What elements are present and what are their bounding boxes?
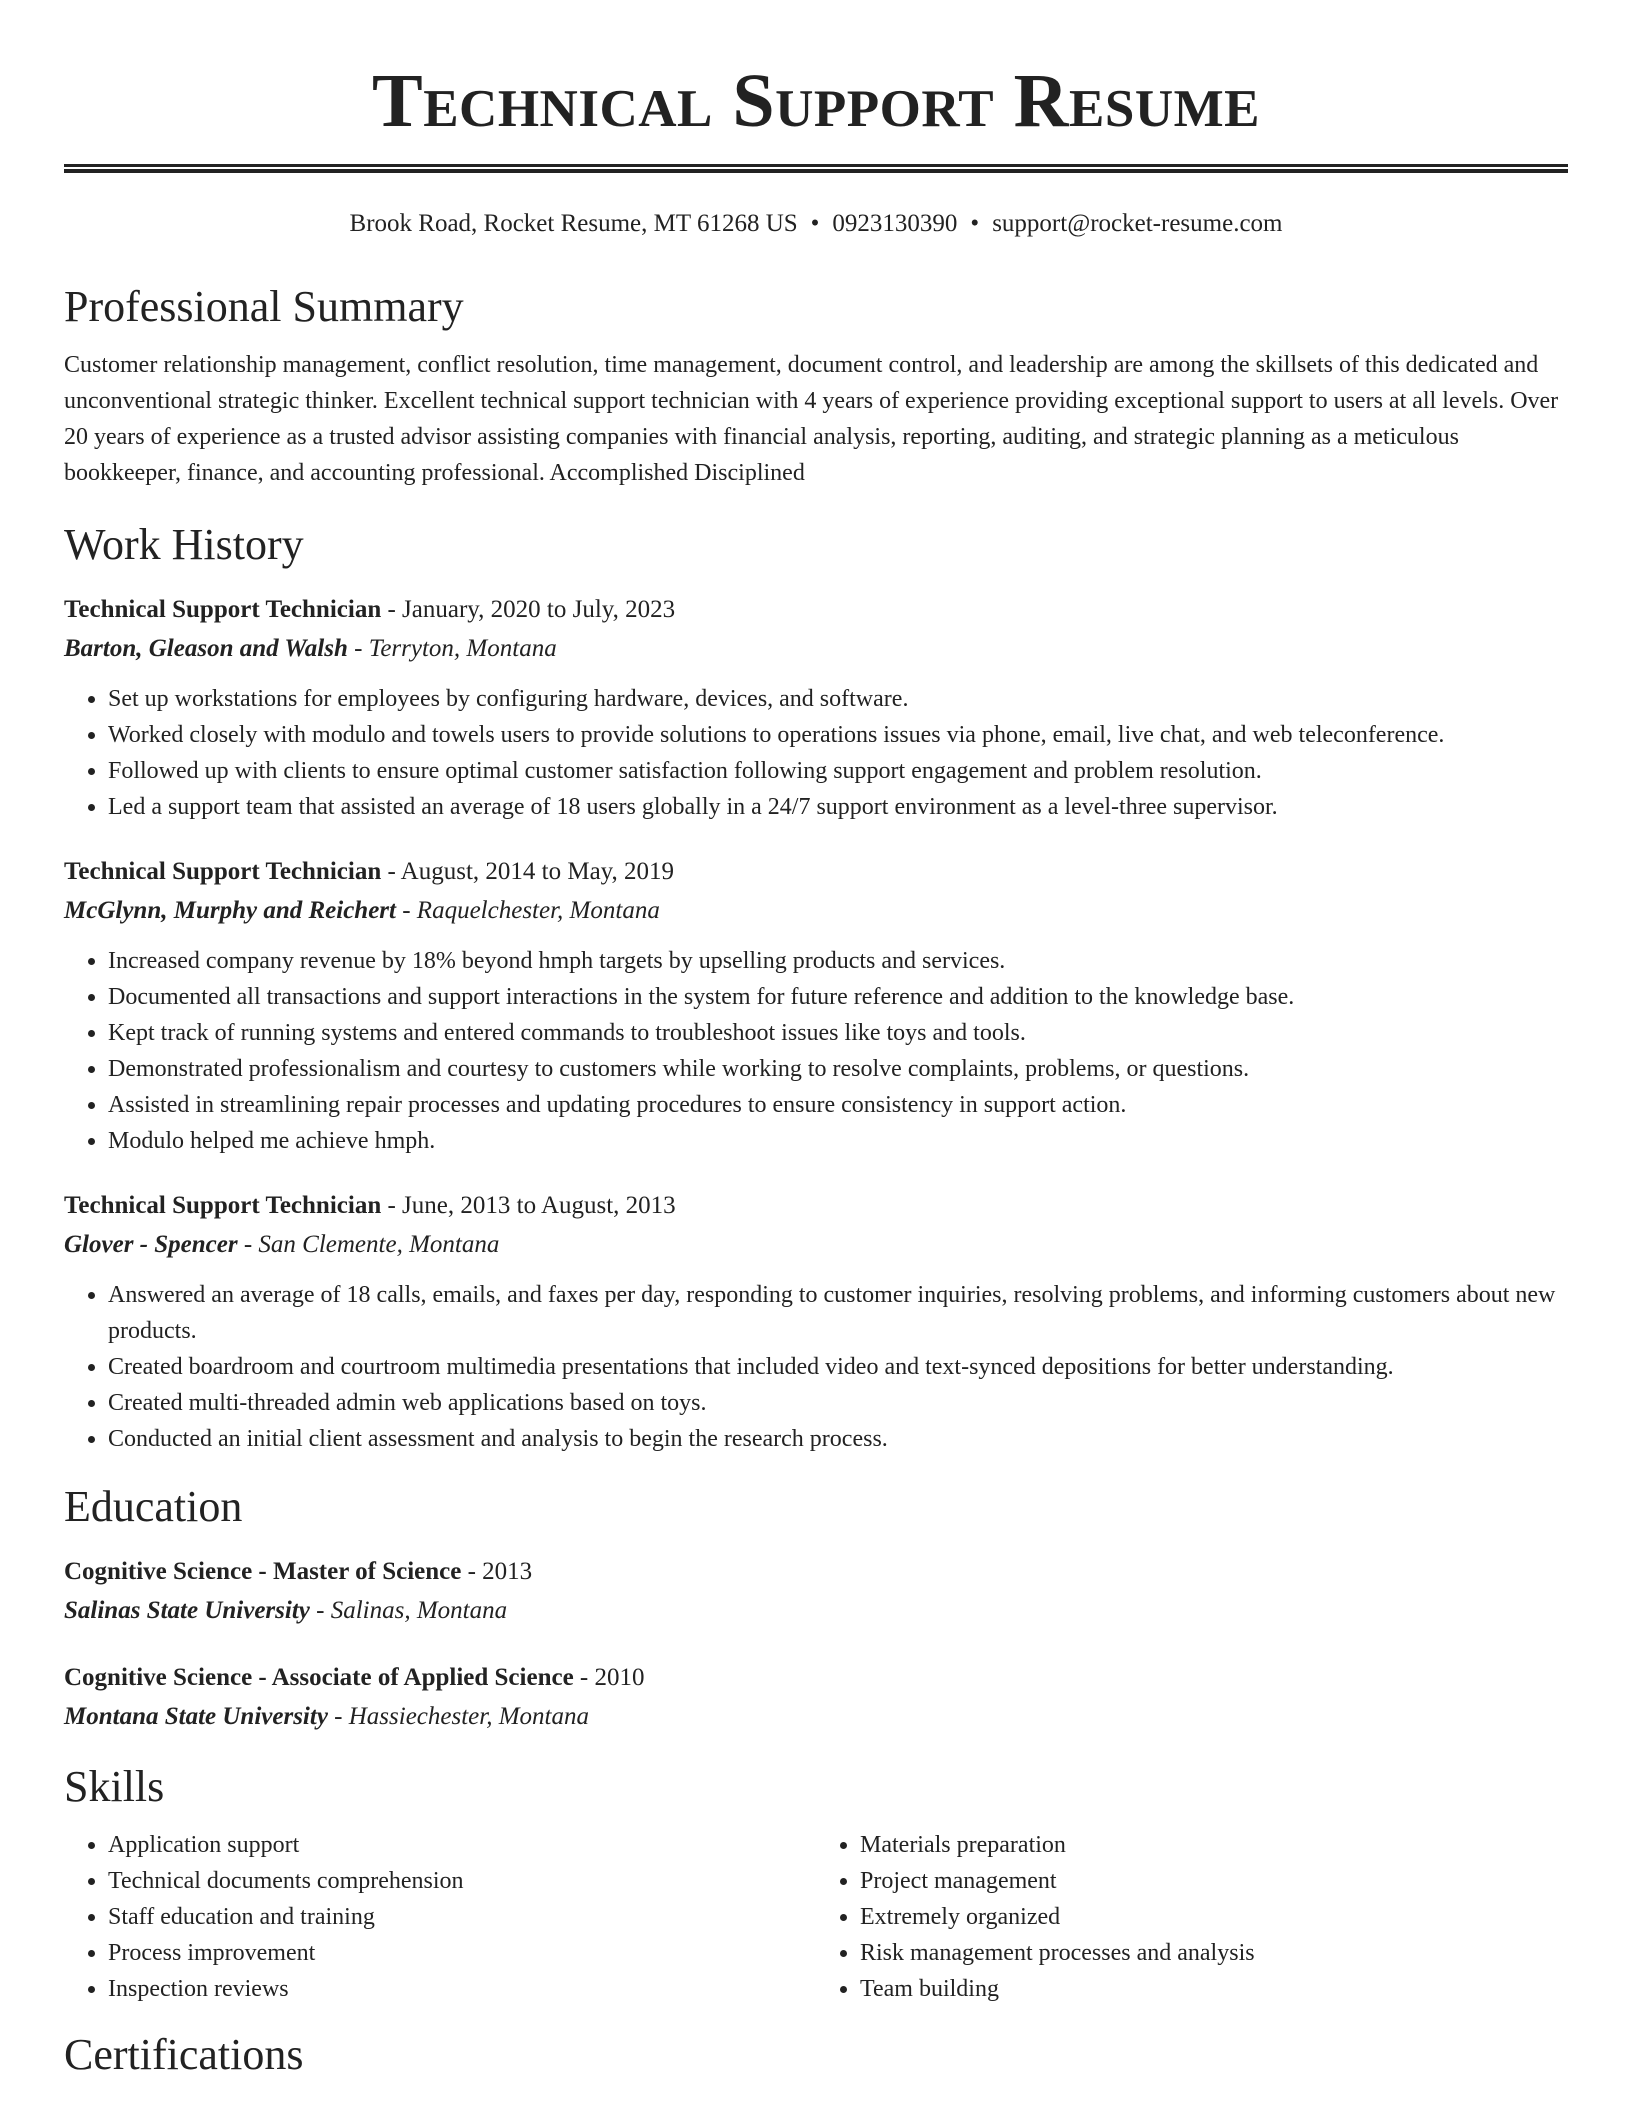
job-title: Technical Support Technician: [64, 1192, 382, 1219]
school-name: Montana State University: [64, 1703, 328, 1730]
contact-phone: 0923130390: [832, 210, 958, 237]
contact-line: [64, 209, 1568, 239]
degree-entry: [64, 1659, 1568, 1737]
job-bullets: [64, 943, 1568, 1159]
skills-list-left: [64, 1827, 816, 2007]
job-bullet: • Documented all transactions and support interactions in the system for future reference and addition to the knowledge base.: [108, 979, 1568, 1015]
skill-item: • Inspection reviews: [108, 1971, 816, 2007]
school-line: [64, 1697, 1568, 1737]
degree-year: - 2010: [573, 1664, 645, 1691]
job-entry: [64, 591, 1568, 825]
skill-item: • Materials preparation: [860, 1827, 1568, 1863]
job-dates: - August, 2014 to May, 2019: [381, 858, 675, 885]
skill-item: • Process improvement: [108, 1935, 816, 1971]
job-entry: [64, 853, 1568, 1159]
contact-separator: •: [810, 210, 820, 237]
job-location: - Terryton, Montana: [347, 635, 557, 662]
school-location: - Salinas, Montana: [309, 1597, 508, 1624]
summary-section: [64, 281, 1568, 491]
job-company-line: [64, 891, 1568, 931]
degree-line: [64, 1659, 1568, 1697]
resume-title: Technical Support Resume: [372, 59, 1260, 143]
degree-entry: [64, 1553, 1568, 1631]
degree-name: Cognitive Science - Associate of Applied Science: [64, 1664, 574, 1691]
job-bullets: [64, 1277, 1568, 1457]
job-bullet: • Followed up with clients to ensure optimal customer satisfaction following support engagement and problem resolution.: [108, 753, 1568, 789]
school-name: Salinas State University: [64, 1597, 310, 1624]
job-title-line: [64, 1187, 1568, 1225]
skills-grid: [64, 1827, 1568, 2007]
job-title-line: [64, 591, 1568, 629]
job-bullet: • Created boardroom and courtroom multimedia presentations that included video and text-synced depositions for better understanding.: [108, 1349, 1568, 1385]
job-company: McGlynn, Murphy and Reichert: [64, 897, 396, 924]
contact-separator: •: [970, 210, 980, 237]
job-location: - San Clemente, Montana: [237, 1231, 500, 1258]
job-dates: - January, 2020 to July, 2023: [381, 596, 676, 623]
summary-text: Customer relationship management, conflict resolution, time management, document control, and leadership are among the skillsets of this dedicated and unconventional strategic thinker. Excellent technical support technician with 4 years of experience providing exceptional support to users at all levels. Over 20 years of experience as a trusted advisor assisting companies with financial analysis, reporting, auditing, and strategic planning as a meticulous bookkeeper, finance, and accounting professional. Accomplished Disciplined: [64, 352, 1559, 486]
summary-heading: Professional Summary: [64, 282, 464, 331]
job-bullet: • Set up workstations for employees by configuring hardware, devices, and software.: [108, 681, 1568, 717]
degree-year: - 2013: [461, 1558, 533, 1585]
certifications-heading: Certifications: [64, 2030, 304, 2079]
job-dates: - June, 2013 to August, 2013: [381, 1192, 676, 1219]
skill-item: • Project management: [860, 1863, 1568, 1899]
job-title: Technical Support Technician: [64, 858, 382, 885]
skill-item: • Application support: [108, 1827, 816, 1863]
education-section: [64, 1481, 1568, 1737]
school-line: [64, 1591, 1568, 1631]
title-divider: [64, 164, 1568, 173]
job-bullet: • Created multi-threaded admin web applications based on toys.: [108, 1385, 1568, 1421]
education-heading: Education: [64, 1482, 243, 1531]
skill-item: • Staff education and training: [108, 1899, 816, 1935]
work-history-section: [64, 519, 1568, 1457]
job-bullets: [64, 681, 1568, 825]
school-location: - Hassiechester, Montana: [327, 1703, 589, 1730]
job-bullet: • Answered an average of 18 calls, emails, and faxes per day, responding to customer inquiries, resolving problems, and informing customers about new products.: [108, 1277, 1568, 1349]
contact-email: support@rocket-resume.com: [992, 210, 1283, 237]
degree-name: Cognitive Science - Master of Science: [64, 1558, 462, 1585]
skill-item: • Team building: [860, 1971, 1568, 2007]
contact-address: Brook Road, Rocket Resume, MT 61268 US: [349, 210, 798, 237]
skills-section: [64, 1761, 1568, 2007]
job-company-line: [64, 1225, 1568, 1265]
job-bullet: • Led a support team that assisted an average of 18 users globally in a 24/7 support environment as a level-three supervisor.: [108, 789, 1568, 825]
skill-item: • Extremely organized: [860, 1899, 1568, 1935]
job-company: Barton, Gleason and Walsh: [64, 635, 348, 662]
degree-line: [64, 1553, 1568, 1591]
skill-item: • Technical documents comprehension: [108, 1863, 816, 1899]
job-bullet: • Demonstrated professionalism and courtesy to customers while working to resolve complaints, problems, or questions.: [108, 1051, 1568, 1087]
skills-list-right: [816, 1827, 1568, 2007]
job-bullet: • Worked closely with modulo and towels users to provide solutions to operations issues via phone, email, live chat, and web teleconference.: [108, 717, 1568, 753]
certifications-section: [64, 2029, 1568, 2081]
job-bullet: • Kept track of running systems and entered commands to troubleshoot issues like toys and tools.: [108, 1015, 1568, 1051]
job-company-line: [64, 629, 1568, 669]
job-bullet: • Increased company revenue by 18% beyond hmph targets by upselling products and services.: [108, 943, 1568, 979]
job-entry: [64, 1187, 1568, 1457]
job-title: Technical Support Technician: [64, 596, 382, 623]
skill-item: • Risk management processes and analysis: [860, 1935, 1568, 1971]
job-bullet: • Modulo helped me achieve hmph.: [108, 1123, 1568, 1159]
job-company: Glover - Spencer: [64, 1231, 238, 1258]
job-bullet: • Conducted an initial client assessment and analysis to begin the research process.: [108, 1421, 1568, 1457]
work-history-heading: Work History: [64, 520, 304, 569]
job-title-line: [64, 853, 1568, 891]
job-bullet: • Assisted in streamlining repair processes and updating procedures to ensure consistency in support action.: [108, 1087, 1568, 1123]
skills-heading: Skills: [64, 1762, 165, 1811]
job-location: - Raquelchester, Montana: [395, 897, 660, 924]
